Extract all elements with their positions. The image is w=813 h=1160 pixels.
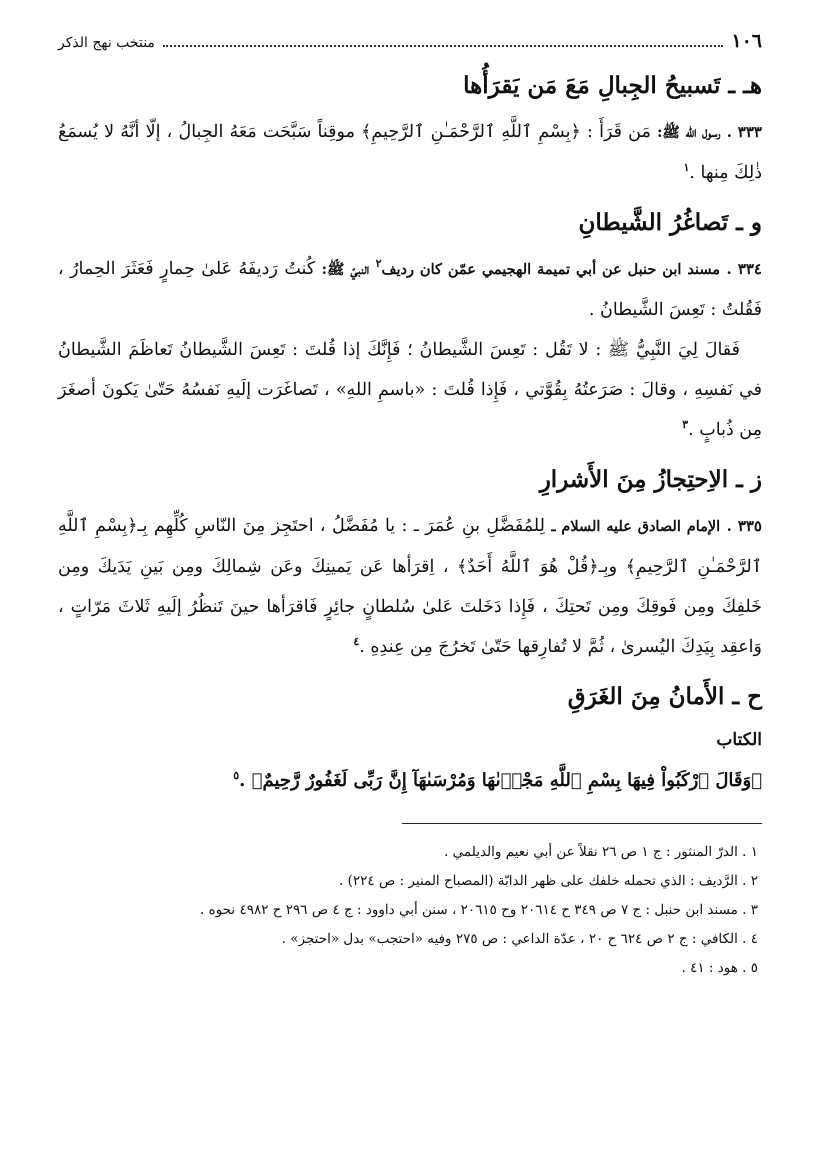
hadith-source: الإمام الصادق عليه السلام ـ xyxy=(551,518,721,535)
page-number: ١٠٦ xyxy=(731,30,762,52)
footnote-ref: ٥ xyxy=(233,769,240,783)
hadith-text: مَن قَرَأَ : ﴿بِسْمِ ٱللَّهِ ٱلرَّحْمَـٰنِ ٱلرَّحِيمِ﴾ موقِناً سَبَّحَت مَعَهُ الجِبالُ ، إلّا أنَّهُ لا يُسمَعُ ذٰلِكَ مِنها . xyxy=(58,122,762,183)
section-heading-h: هـ ـ تَسبيحُ الجِبالِ مَعَ مَن يَقرَأُها xyxy=(463,72,762,99)
subheading-book: الكتاب xyxy=(716,730,762,750)
book-page xyxy=(58,26,762,983)
verse-text: ﴿وَقَالَ ٱرْكَبُواْ فِيهَا بِسْمِ ٱللَّهِ مَجْر۪ىٰهَا وَمُرْسَىٰهَآ إِنَّ رَبِّى لَغَفُورٌ رَّحِيمٌ﴾ . xyxy=(239,770,762,791)
footnote-3: ٣ . مسند ابن حنبل : ج ٧ ص ٣٤٩ ح ٢٠٦١٤ وح ٢٠٦١٥ ، سنن أبي داوود : ج ٤ ص ٢٩٦ ح ٤٩٨٢ نحوه . xyxy=(200,902,758,918)
hadith-source-cont: النبيّ ﷺ: xyxy=(321,261,370,278)
hadith-number: ٣٣٣ . xyxy=(726,123,762,141)
footnote-4: ٤ . الكافي : ج ٢ ص ٦٢٤ ح ٢٠ ، عدّة الداعي : ص ٢٧٥ وفيه «احتجب» بدل «احتجز» . xyxy=(281,931,758,947)
hadith-335 xyxy=(58,506,762,667)
footnote-ref: ٢ xyxy=(375,257,382,271)
hadith-source: رسول الله ﷺ: xyxy=(657,124,721,141)
header-dotted-leader xyxy=(163,44,723,47)
hadith-source: مسند ابن حنبل عن أبي تميمة الهجيمي عمّن كان رديف xyxy=(381,261,721,278)
section-heading-h2: ح ـ الأَمانُ مِنَ الغَرَقِ xyxy=(567,683,762,710)
footnote-ref: ٤ xyxy=(353,635,360,649)
hadith-text: فَقالَ لِيَ النَّبِيُّ ﷺ : لا تَقُل : تَعِسَ الشَّيطانُ ؛ فَإِنَّكَ إذا قُلتَ : تَعِسَ الشَّيطانُ تَعاظَمَ الشَّيطانُ في نَفسِهِ ، وقالَ : صَرَعتُهُ بِقُوَّتي ، فَإِذا قُلتَ : «باسمِ اللهِ» ، تَصاغَرَت إلَيهِ نَفسُهُ حَتّىٰ يَكونَ أصغَرَ مِن ذُبابٍ . xyxy=(58,340,762,440)
footnote-ref: ١ xyxy=(683,161,690,175)
quran-verse xyxy=(58,761,762,801)
footnotes xyxy=(58,838,762,983)
footnote-ref: ٣ xyxy=(682,418,689,432)
book-title: منتخب نهج الذكر xyxy=(58,35,155,51)
hadith-334 xyxy=(58,249,762,330)
running-header xyxy=(58,26,762,56)
hadith-333 xyxy=(58,112,762,193)
hadith-text: كُنتُ رَديفَهُ عَلىٰ حِمارٍ فَعَثَرَ الحِمارُ ، فَقُلتُ : تَعِسَ الشَّيطانُ . xyxy=(58,259,762,320)
section-heading-w: و ـ تَصاغُرُ الشَّيطانِ xyxy=(578,209,762,236)
footnote-1: ١ . الدرّ المنثور : ج ١ ص ٢٦ نقلاً عن أبي نعيم والديلمي . xyxy=(444,844,758,860)
footnote-5: ٥ . هود : ٤١ . xyxy=(681,960,758,976)
hadith-text: لِلمُفَضَّلِ بنِ عُمَرَ ـ : يا مُفَضَّلُ ، احتَجِز مِنَ النّاسِ كُلِّهِم بِـ﴿بِسْمِ ٱللَّهِ ٱلرَّحْمَـٰنِ ٱلرَّحِيمِ﴾ وبِـ﴿قُلْ هُوَ ٱللَّهُ أَحَدٌ﴾ ، اِقرَأها عَن يَمينِكَ وعَن شِمالِكَ ومِن بَينِ يَدَيكَ ومِن خَلفِكَ ومِن فَوقِكَ ومِن تَحتِكَ ، فَإِذا دَخَلتَ عَلىٰ سُلطانٍ جائِرٍ فَاقرَأها حينَ تَنظُرُ إلَيهِ ثَلاثَ مَرّاتٍ ، وَاعقِد بِيَدِكَ اليُسرىٰ ، ثُمَّ لا تُفارِقها حَتّىٰ تَخرُجَ مِن عِندِهِ . xyxy=(58,516,762,657)
hadith-number: ٣٣٤ . xyxy=(726,260,762,278)
hadith-334-continuation xyxy=(58,330,762,450)
footnote-2: ٢ . الرَّديف : الذي تحمله خلفك على ظهر الدابّة (المصباح المنير : ص ٢٢٤) . xyxy=(339,873,758,889)
footnote-divider xyxy=(402,823,762,824)
hadith-number: ٣٣٥ . xyxy=(726,517,762,535)
section-heading-z: ز ـ الاِحتِجازُ مِنَ الأَشرارِ xyxy=(539,466,762,493)
